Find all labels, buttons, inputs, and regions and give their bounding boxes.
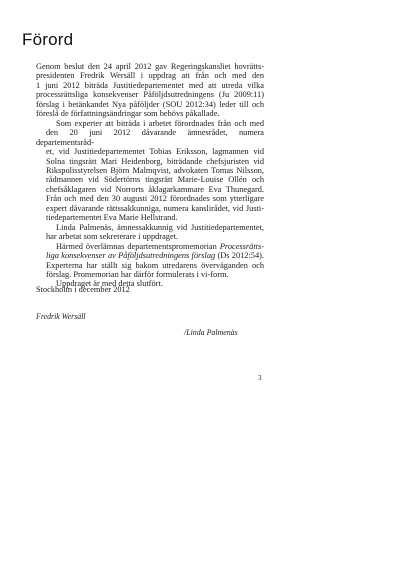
text-line: Uppdraget är med detta slutfört. bbox=[56, 279, 163, 289]
text-line: et, vid Justitiedepartementet Tobias Eriksson, lagmannen vid bbox=[46, 147, 264, 157]
paragraph-1 bbox=[36, 62, 264, 119]
paragraph-3 bbox=[36, 223, 264, 242]
date-line: Stockholm i december 2012 bbox=[36, 285, 130, 294]
text-line: 1 juni 2012 biträda Justitiedepartementet med att utreda vilka bbox=[36, 80, 264, 90]
text-line: Experterna har ställt sig bakom utredarens överväganden och bbox=[46, 260, 264, 270]
text-line: Rikspolisstyrelsen Björn Malmqvist, advokaten Tomas Nilsson, bbox=[46, 165, 264, 175]
text-line: den 20 juni 2012 dåvarande ämnesrådet, numera departementsråd- bbox=[36, 128, 264, 147]
signature-investigator: Fredrik Wersäll bbox=[36, 312, 86, 321]
page-title: Förord bbox=[22, 30, 74, 49]
text-line: förslag i betänkandet Nya påföljder (SOU 2012:34) leder till och bbox=[36, 99, 264, 109]
signature-secretary: /Linda Palmenäs bbox=[184, 328, 238, 337]
text-line bbox=[36, 251, 264, 260]
text-run: Härmed överlämnas departementspromemorian bbox=[56, 241, 220, 251]
text-line: Som experter att biträda i arbetet förordnades från och med bbox=[56, 118, 264, 128]
text-line: Från och med den 30 augusti 2012 förordnades som ytterligare bbox=[46, 194, 264, 204]
text-line: chefsåklagaren vid Norrorts åklagarkammare Eva Thunegard. bbox=[46, 184, 264, 194]
text-line: Genom beslut den 24 april 2012 gav Regeringskansliet hovrätts- bbox=[36, 62, 264, 71]
text-line: presidenten Fredrik Wersäll i uppdrag att från och med den bbox=[36, 71, 264, 81]
foreword-body bbox=[36, 62, 264, 289]
paragraph-4 bbox=[36, 242, 264, 280]
page-number: 3 bbox=[258, 374, 262, 382]
text-line: förslag. Promemorian har därför formulerats i vi-form. bbox=[46, 269, 229, 279]
report-title-italic: liga konsekvenser av Påföljdsutredningens förslag bbox=[46, 251, 216, 261]
text-line bbox=[36, 242, 264, 251]
text-line: expert dåvarande rättssakkunniga, numera kanslirådet, vid Justi- bbox=[46, 203, 264, 213]
text-line: Solna tingsrätt Mari Heidenborg, biträdande chefsjuristen vid bbox=[46, 156, 264, 166]
text-line: tiedepartementet Eva Marie Hellstrand. bbox=[46, 213, 178, 223]
report-title-italic: Processrätts- bbox=[219, 241, 264, 251]
text-run: (Ds 2012:54). bbox=[215, 251, 264, 261]
text-line: har arbetat som sekreterare i uppdraget. bbox=[46, 232, 179, 242]
text-line: Linda Palmenäs, ämnessakkunnig vid Justitiedepartementet, bbox=[56, 222, 264, 232]
paragraph-2 bbox=[36, 119, 264, 223]
text-line: processrättsliga konsekvenser Påföljdsutredningens (Ju 2009:11) bbox=[36, 90, 264, 100]
text-line: rådmannen vid Södertörns tingsrätt Marie-Louise Ollén och bbox=[46, 175, 264, 185]
text-line: föreslå de författningsändringar som behövs påkallade. bbox=[36, 109, 220, 119]
